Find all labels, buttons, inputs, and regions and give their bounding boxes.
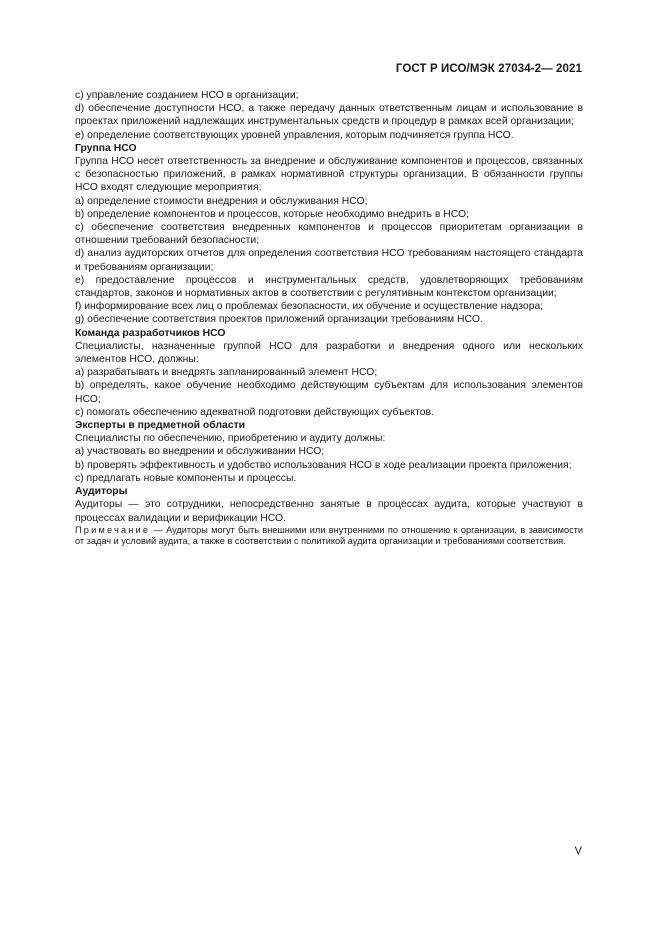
list-item: a) участвовать во внедрении и обслуживании НСО; xyxy=(75,446,325,458)
note-text: — Аудиторы могут быть внешними или внутренними по отношению к организации, в зависимости от задач и условий аудита, а также в соответствии с политикой аудита организации и требованиями соответствия. xyxy=(75,524,583,547)
list-item: g) обеспечение соответствия проектов приложений организации требованиям НСО. xyxy=(75,314,483,326)
list-item: b) проверять эффективность и удобство использования НСО в ходе реализации проекта приложения; xyxy=(75,459,572,471)
page-number: V xyxy=(574,845,582,857)
note-label: Примечание xyxy=(75,524,151,535)
list-item: c) помогать обеспечению адекватной подготовки действующих субъектов. xyxy=(75,406,434,418)
note xyxy=(75,525,583,548)
list-item: c) управление созданием НСО в организации; xyxy=(75,90,299,101)
list-item: b) определять, какое обучение необходимо действующим субъектам для использования элементов НСО; xyxy=(75,380,583,405)
list-item: d) обеспечение доступности НСО, а также передачу данных ответственным лицам и использование в проектах приложений надлежащих инструментальных средств и процедур в рамках всей организации; xyxy=(75,103,583,128)
document-body xyxy=(75,89,583,548)
document-header: ГОСТ Р ИСО/МЭК 27034-2— 2021 xyxy=(395,63,582,75)
section-heading-auditors: Аудиторы xyxy=(75,486,128,498)
section-heading-dev-team: Команда разработчиков НСО xyxy=(75,327,226,339)
list-item: b) определение компонентов и процессов, которые необходимо внедрить в НСО; xyxy=(75,208,469,220)
paragraph: Группа НСО несет ответственность за внедрение и обслуживание компонентов и процессов, связанных с безопасностью приложений, в рамках нормативной структуры организации. В обязанности группы НСО входят следующие мероприятия: xyxy=(75,156,583,194)
list-item: d) анализ аудиторских отчетов для определения соответствия НСО требованиям настоящего стандарта и требованиям организации; xyxy=(75,248,583,273)
list-item: c) предлагать новые компоненты и процессы. xyxy=(75,472,297,484)
paragraph: Аудиторы — это сотрудники, непосредственно занятые в процессах аудита, которые участвуют в процессах валидации и верификации НСО. xyxy=(75,499,583,524)
section-heading-experts: Эксперты в предметной области xyxy=(75,420,246,432)
list-item: a) разрабатывать и внедрять запланированный элемент НСО; xyxy=(75,367,378,379)
list-item: e) предоставление процессов и инструментальных средств, удовлетворяющих требованиям стандартов, законов и нормативных актов в соответствии с регулятивным контекстом организации; xyxy=(75,274,583,300)
list-item: c) обеспечение соответствия внедренных компонентов и процессов приоритетам организации в отношении требований безопасности; xyxy=(75,222,583,247)
paragraph: Специалисты по обеспечению, приобретению и аудиту должны: xyxy=(75,433,386,445)
list-item: a) определение стоимости внедрения и обслуживания НСО; xyxy=(75,195,368,207)
paragraph: Специалисты, назначенные группой НСО для разработки и внедрения одного или нескольких элементов НСО, должны: xyxy=(75,340,583,366)
list-item: f) информирование всех лиц о проблемах безопасности, их обучение и осуществление надзора; xyxy=(75,301,544,313)
section-heading-group: Группа НСО xyxy=(75,142,137,154)
list-item: e) определение соответствующих уровней управления, которым подчиняется группа НСО. xyxy=(75,129,514,141)
